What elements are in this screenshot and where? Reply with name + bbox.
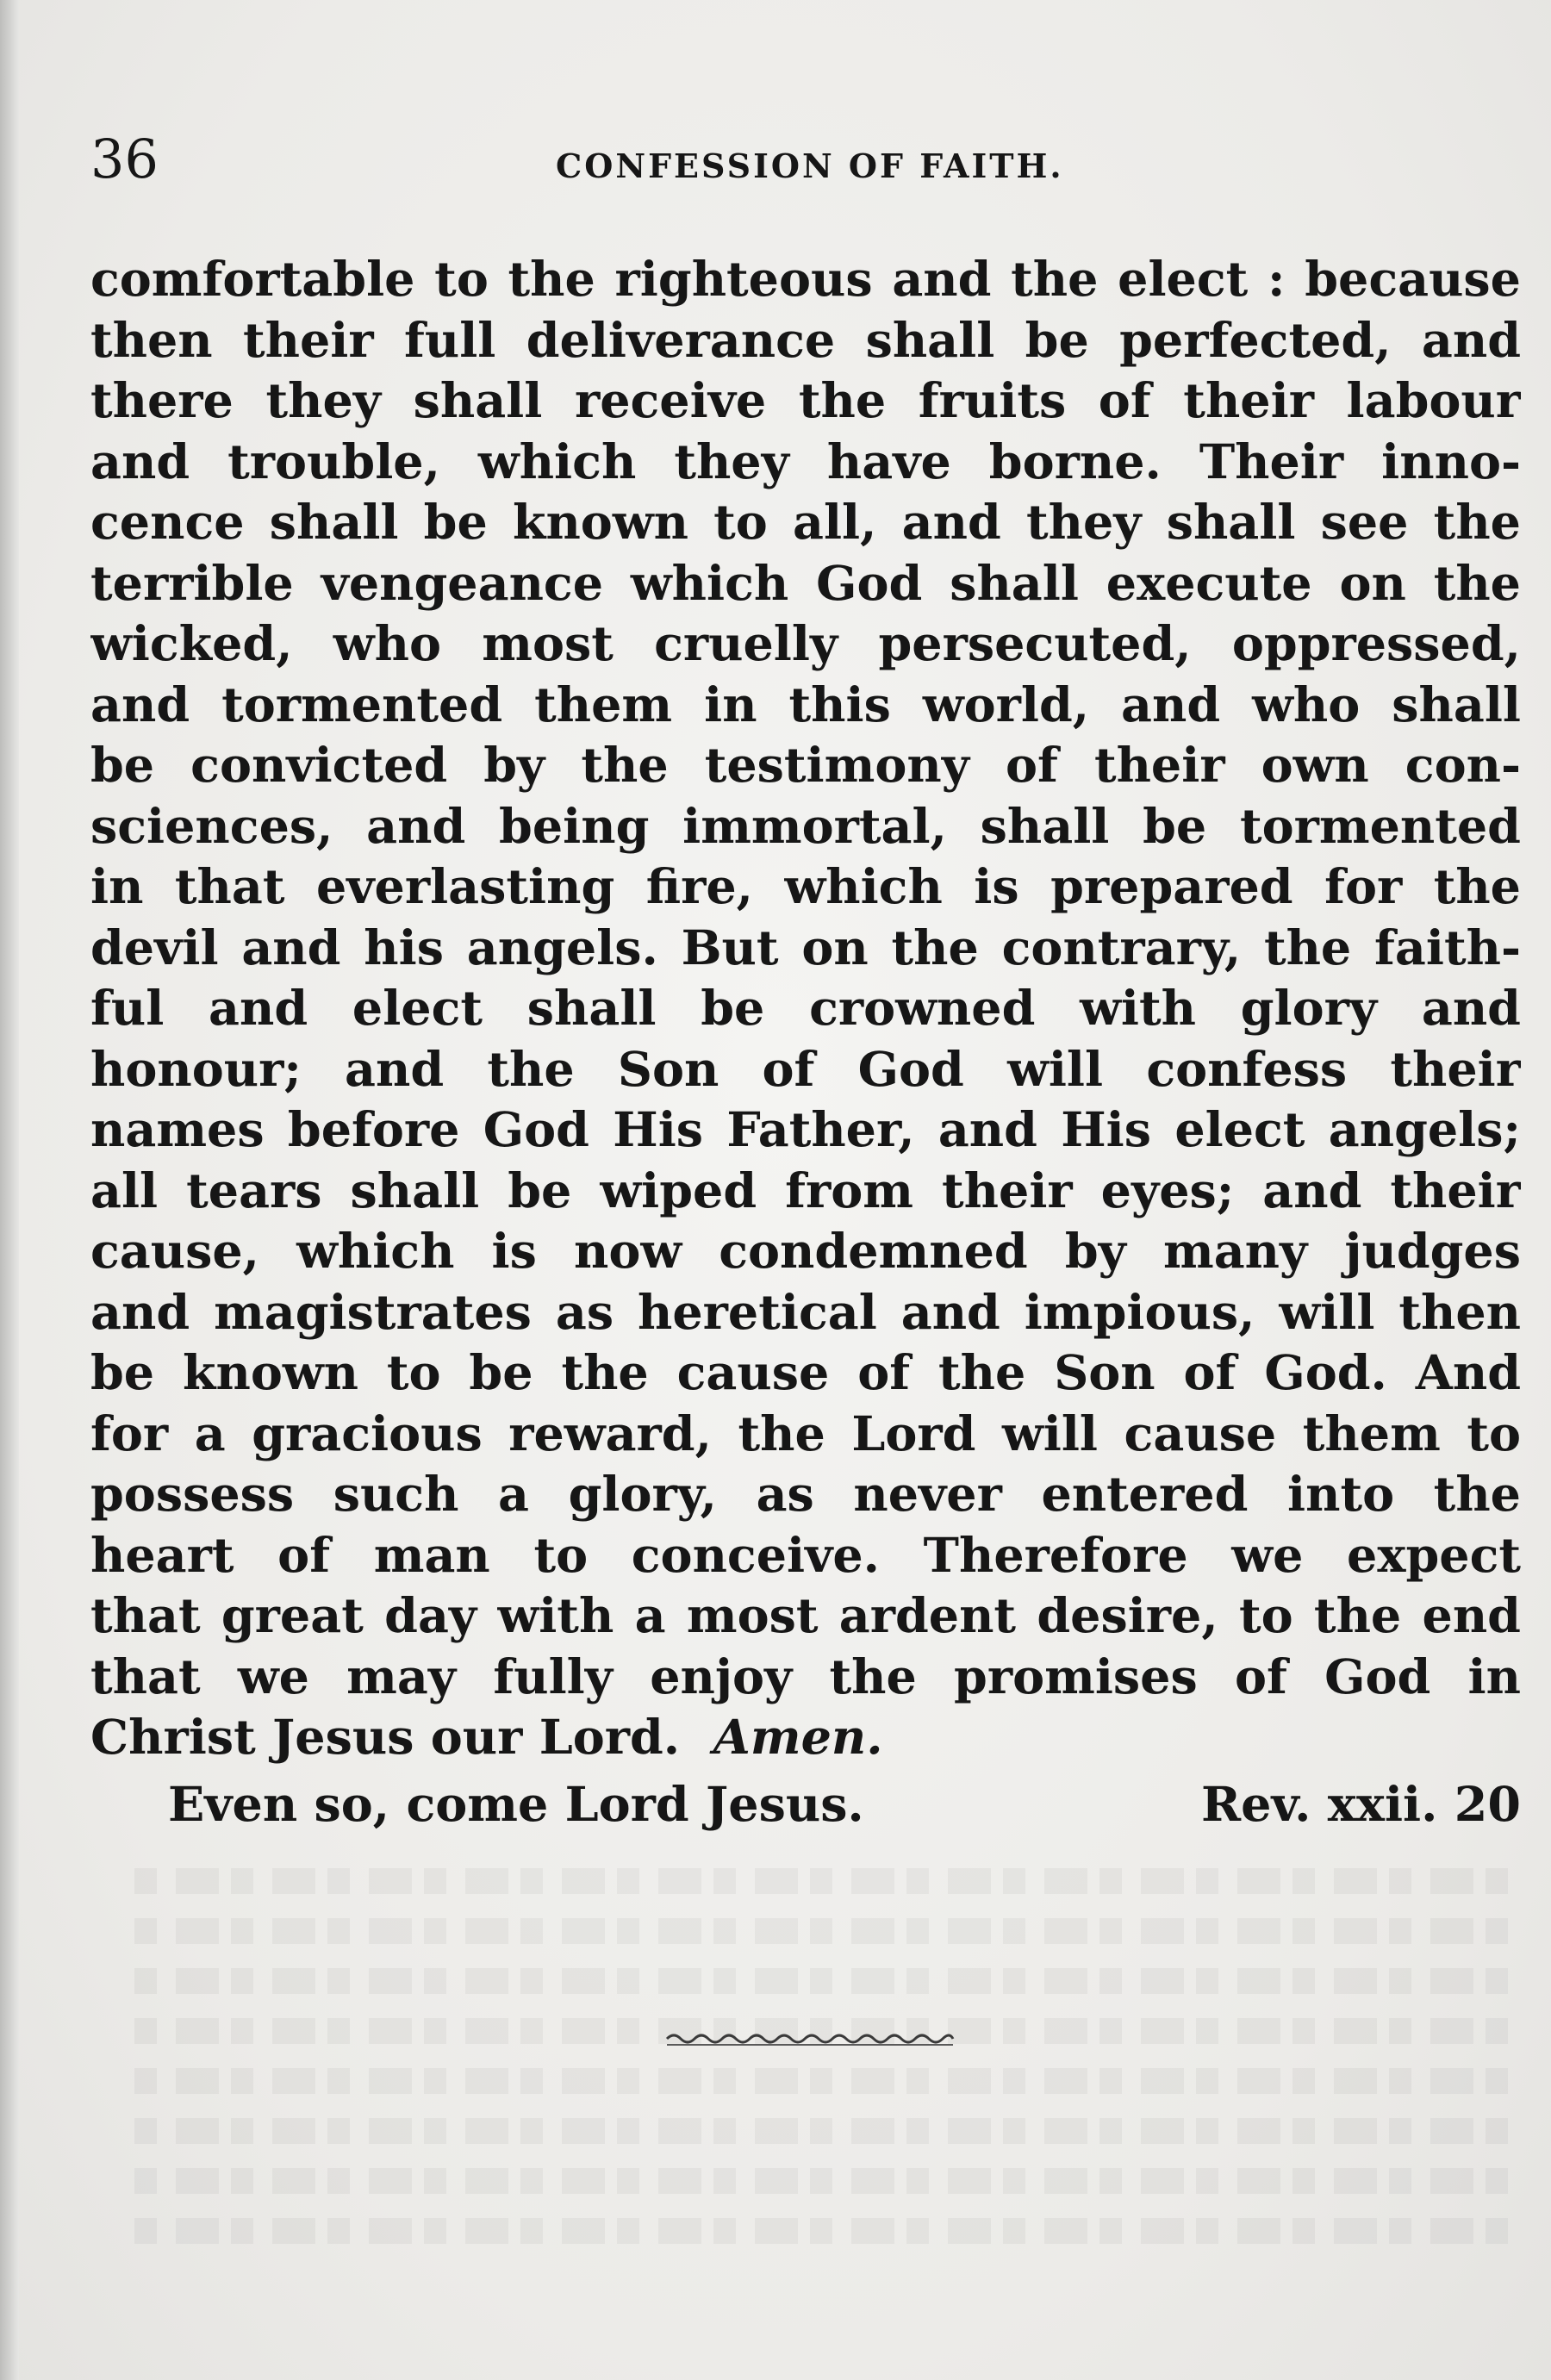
text-line: honour; and the Son of God will confess their bbox=[90, 1041, 1521, 1098]
amen-word: Amen. bbox=[713, 1710, 883, 1766]
text-line: in that everlasting fire, which is prepared for the bbox=[90, 859, 1521, 915]
running-title: CONFESSION OF FAITH. bbox=[556, 146, 1064, 185]
text-line: wicked, who most cruelly persecuted, oppressed, bbox=[90, 616, 1521, 672]
closing-verse bbox=[168, 1771, 1521, 1840]
text-line: sciences, and being immortal, shall be tormented bbox=[90, 798, 1521, 855]
wavy-rule-ornament-icon bbox=[663, 2025, 956, 2051]
text-line: and magistrates as heretical and impious, will then bbox=[90, 1284, 1521, 1341]
text-line: ful and elect shall be crowned with glory and bbox=[90, 981, 1521, 1037]
page-gutter-shadow bbox=[0, 0, 19, 2380]
final-text-line bbox=[90, 1708, 1521, 1769]
text-line: be known to be the cause of the Son of God. And bbox=[90, 1345, 1521, 1401]
text-line: heart of man to conceive. Therefore we expect bbox=[90, 1527, 1521, 1584]
text-line: and tormented them in this world, and who shall bbox=[90, 676, 1521, 733]
text-line: and trouble, which they have borne. Their inno- bbox=[90, 433, 1521, 490]
text-line: for a gracious reward, the Lord will cause them to bbox=[90, 1405, 1521, 1462]
text-line: cause, which is now condemned by many judges bbox=[90, 1224, 1521, 1280]
verse-reference: Rev. xxii. 20 bbox=[1201, 1777, 1521, 1833]
page-number: 36 bbox=[90, 128, 159, 190]
text-line: names before God His Father, and His elect angels; bbox=[90, 1102, 1521, 1158]
text-line: be convicted by the testimony of their own con- bbox=[90, 738, 1521, 794]
text-line: comfortable to the righteous and the elect : because bbox=[90, 252, 1521, 308]
text-line: that we may fully enjoy the promises of God in bbox=[90, 1648, 1521, 1705]
text-line: there they shall receive the fruits of their labour bbox=[90, 373, 1521, 429]
show-through-text bbox=[129, 1844, 1508, 2327]
verse-text: Even so, come Lord Jesus. bbox=[168, 1777, 864, 1833]
text-line: all tears shall be wiped from their eyes; and their bbox=[90, 1162, 1521, 1219]
text-line: cence shall be known to all, and they shall see the bbox=[90, 495, 1521, 551]
body-paragraph bbox=[90, 250, 1521, 1769]
final-line-text: Christ Jesus our Lord. bbox=[90, 1710, 681, 1766]
text-line: terrible vengeance which God shall execute on the bbox=[90, 555, 1521, 612]
text-line: possess such a glory, as never entered into the bbox=[90, 1467, 1521, 1523]
text-line: devil and his angels. But on the contrary, the faith- bbox=[90, 919, 1521, 976]
text-line: that great day with a most ardent desire, to the end bbox=[90, 1588, 1521, 1644]
text-line: then their full deliverance shall be perfected, and bbox=[90, 312, 1521, 369]
page-header bbox=[90, 121, 1521, 198]
